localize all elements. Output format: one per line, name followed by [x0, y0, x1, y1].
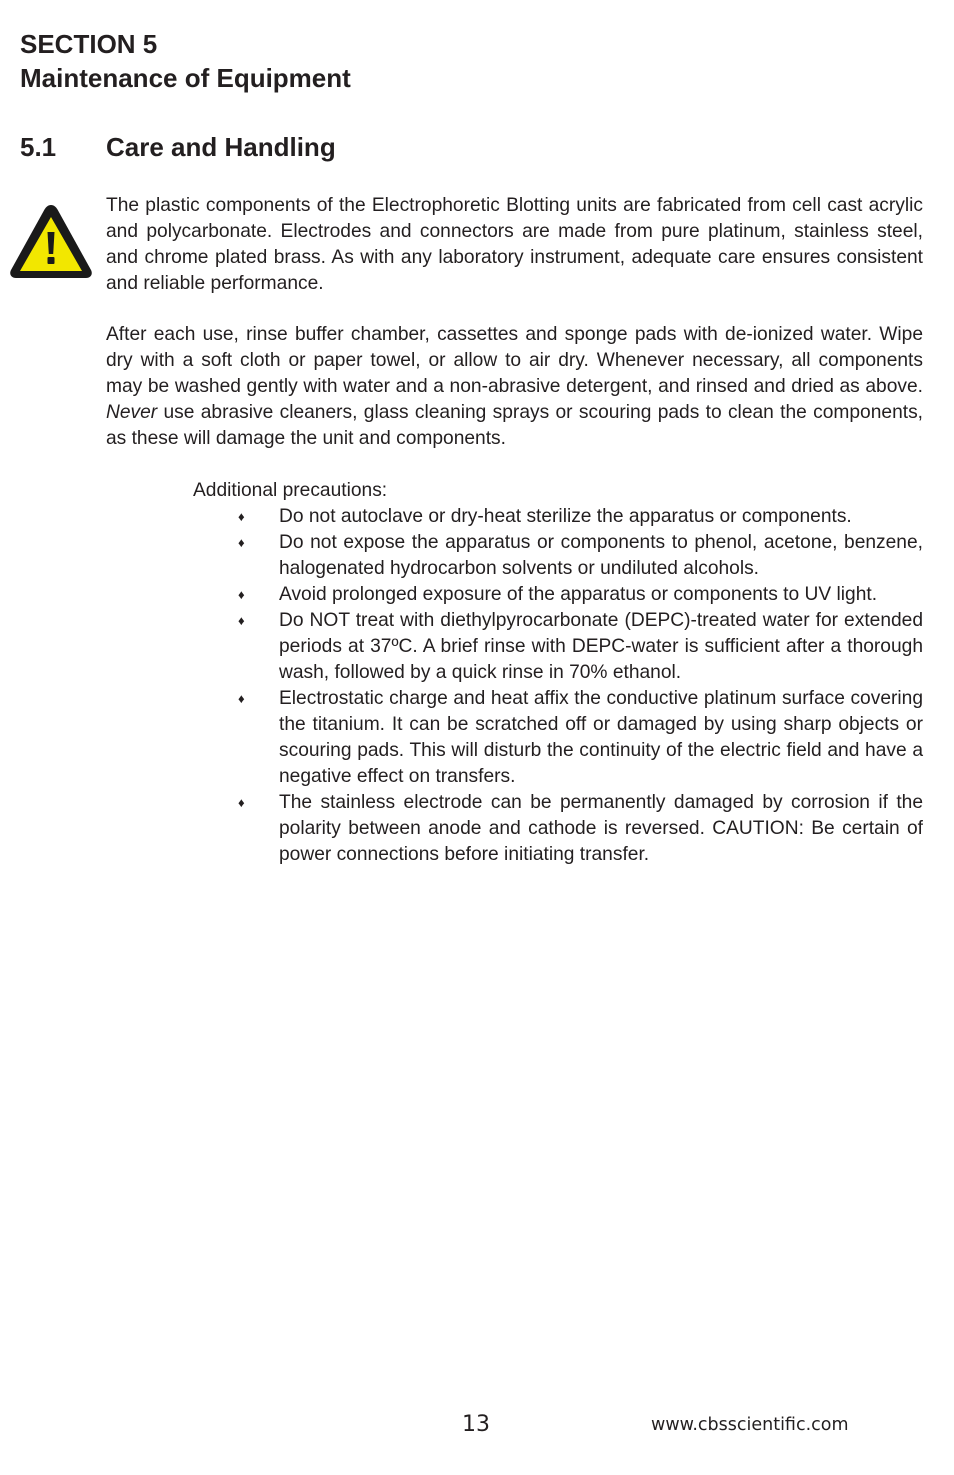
subsection-title: Care and Handling	[106, 132, 336, 162]
cleaning-text-start: After each use, rinse buffer chamber, cassettes and sponge pads with de-ionized water. Wipe dry with a soft cloth or paper towel, or allow to air dry. Whenever necessary, all components may be washed gently with water and a non-abrasive detergent, and rinsed and dried as above.	[106, 324, 923, 397]
list-item-text: Electrostatic charge and heat affix the conductive platinum surface covering the titanium. It can be scratched off or damaged by using sharp objects or scouring pads. This will disturb the continuity of the electric field and have a negative effect on transfers.	[279, 688, 923, 787]
never-emphasis: Never	[106, 402, 158, 423]
list-item-text: The stainless electrode can be permanently damaged by corrosion if the polarity between anode and cathode is reversed. CAUTION: Be certain of power connections before initiating transfer.	[279, 792, 923, 865]
precautions-list	[232, 504, 923, 868]
diamond-bullet-icon: ♦	[238, 795, 245, 810]
footer-url: www.cbsscientific.com	[651, 1415, 849, 1435]
section-heading	[20, 27, 351, 95]
list-item	[232, 530, 923, 582]
list-item-text: Do NOT treat with diethylpyrocarbonate (DEPC)-treated water for extended periods at 37ºC. A brief rinse with DEPC-water is sufficient after a thorough wash, followed by a quick rinse in 70% ethanol.	[279, 610, 923, 683]
diamond-bullet-icon: ♦	[238, 509, 245, 524]
diamond-bullet-icon: ♦	[238, 613, 245, 628]
list-item	[232, 504, 923, 530]
page-number: 13	[462, 1412, 490, 1437]
diamond-bullet-icon: ♦	[238, 535, 245, 550]
warning-icon	[8, 202, 94, 280]
list-item-text: Avoid prolonged exposure of the apparatus or components to UV light.	[279, 584, 878, 605]
list-item-text: Do not autoclave or dry-heat sterilize the apparatus or components.	[279, 506, 852, 527]
list-item-text: Do not expose the apparatus or components to phenol, acetone, benzene, halogenated hydrocarbon solvents or undiluted alcohols.	[279, 532, 923, 579]
list-item	[232, 608, 923, 686]
cleaning-paragraph	[106, 322, 923, 452]
subsection-heading	[20, 130, 336, 164]
list-item	[232, 686, 923, 790]
intro-paragraph: The plastic components of the Electrophoretic Blotting units are fabricated from cell cast acrylic and polycarbonate. Electrodes and connectors are made from pure platinum, stainless steel, and chrome plated brass. As with any laboratory instrument, adequate care ensures consistent and reliable performance.	[106, 195, 923, 294]
section-label: SECTION 5	[20, 29, 158, 59]
precautions-label: Additional precautions:	[193, 480, 388, 501]
diamond-bullet-icon: ♦	[238, 587, 245, 602]
diamond-bullet-icon: ♦	[238, 691, 245, 706]
subsection-number: 5.1	[20, 132, 57, 162]
section-title: Maintenance of Equipment	[20, 63, 351, 93]
cleaning-text-end: use abrasive cleaners, glass cleaning sprays or scouring pads to clean the components, as these will damage the unit and components.	[106, 402, 923, 449]
list-item	[232, 790, 923, 868]
list-item	[232, 582, 923, 608]
